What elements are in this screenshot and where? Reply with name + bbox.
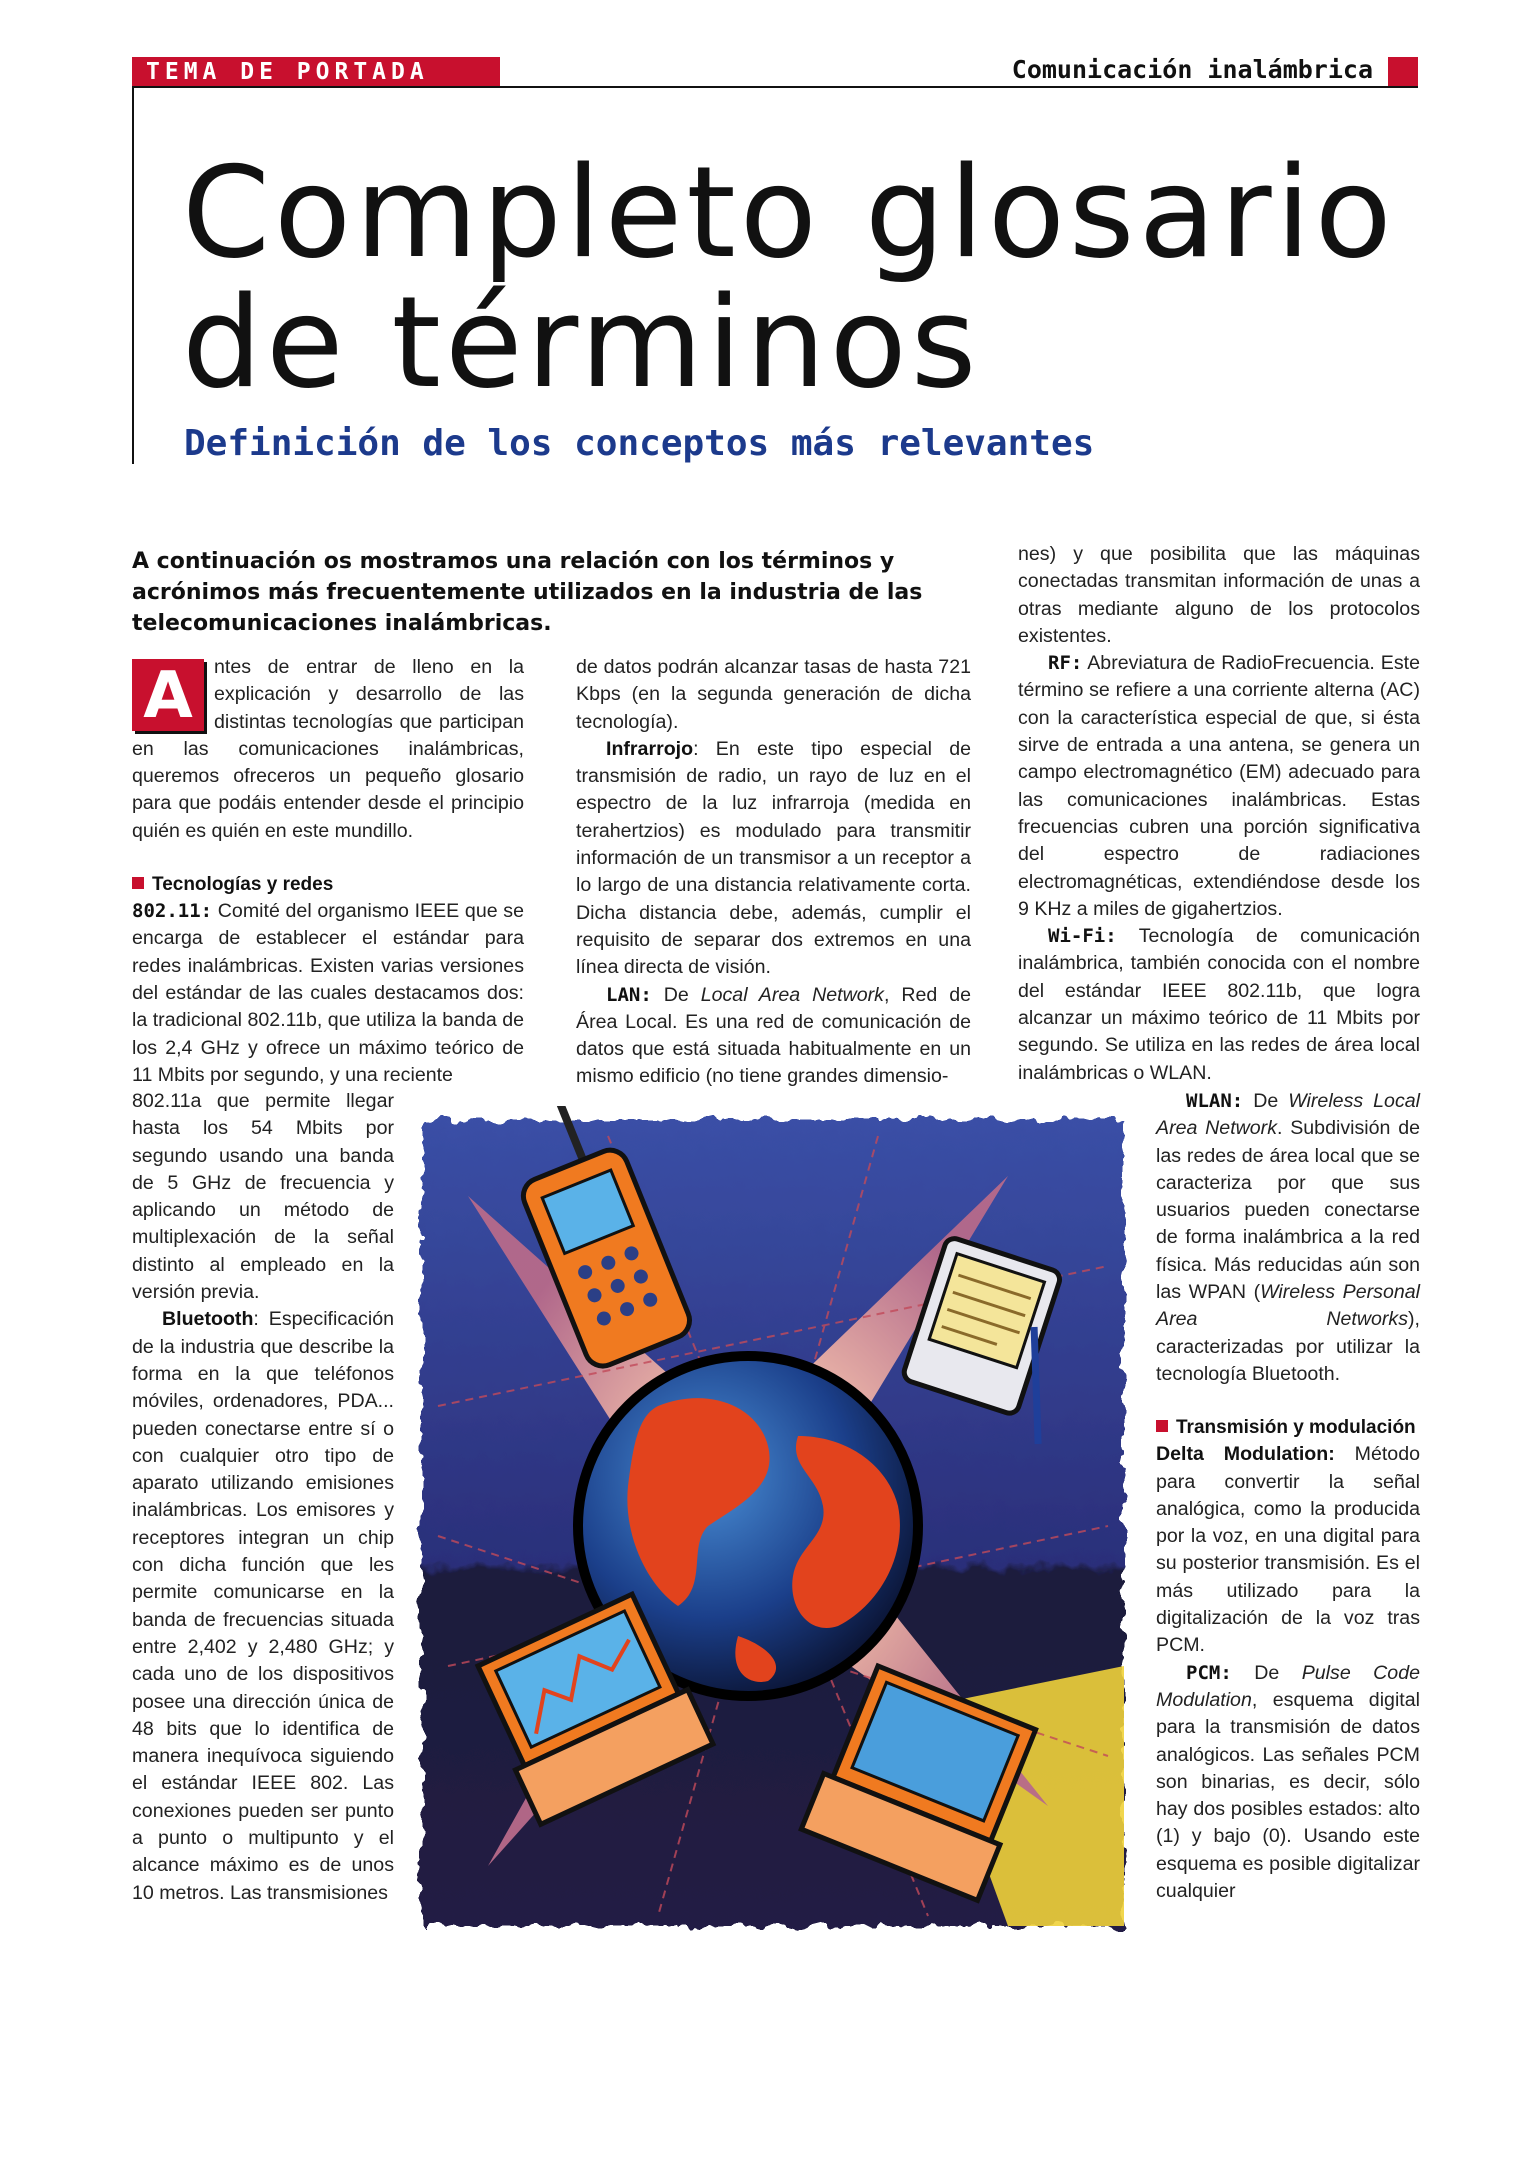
header-topic: Comunicación inalámbrica	[1011, 55, 1373, 84]
term-rf	[1018, 650, 1420, 923]
section-heading-transmission	[1156, 1414, 1420, 1441]
term-lan-continued: nes) y que posibilita que las máquinas conectadas transmitan información de unas a otras mediante alguno de los protocolos existentes.	[1018, 543, 1420, 647]
section-heading-tech-label: Tecnologías y redes	[152, 874, 334, 896]
term-80211	[132, 898, 524, 1089]
term-80211-label: 802.11:	[132, 900, 213, 923]
term-wifi-text: Tecnología de comunicación inalámbrica, también conocida con el nombre del estándar IEEE 802.11b, que logra alcanzar un máximo teórico de 11 Mbits por segundo. Se utiliza en las redes de área local inalámbricas o WLAN.	[1018, 925, 1420, 1084]
term-infrarrojo	[576, 736, 971, 982]
wireless-globe-illustration	[408, 1106, 1138, 1940]
term-lan-pre: De	[651, 983, 701, 1006]
term-delta-text: Método para convertir la señal analógica, como la producida por la voz, en una digital para su posterior transmisión. Es el más utilizado para la digitalización de la voz tras PCM.	[1156, 1443, 1420, 1657]
term-pcm-expansion: Pulse Code Modulation	[1156, 1661, 1420, 1711]
term-lan-expansion: Local Area Network	[700, 983, 884, 1006]
drop-cap: A	[132, 659, 204, 731]
section-heading-transmission-label: Transmisión y modulación	[1176, 1417, 1416, 1439]
section-heading-tech	[132, 871, 524, 898]
term-bluetooth-label: Bluetooth	[162, 1308, 254, 1331]
lead-paragraph: A continuación os mostramos una relación con los términos y acrónimos más frecuentemente utilizados en la industria de las telecomunicaciones inalámbricas.	[132, 549, 923, 636]
term-wlan	[1156, 1088, 1420, 1388]
header-rule	[132, 86, 1418, 88]
page-title	[182, 139, 1422, 416]
term-delta-label: Delta Modulation:	[1156, 1443, 1335, 1466]
intro-text: ntes de entrar de lleno en la explicación y desarrollo de las distintas tecnologías que participan en las comunicaciones inalámbricas, queremos ofreceros un pequeño glosario para que podáis entender desde el principio quién es quién en este mundillo.	[132, 656, 524, 842]
term-pcm-text: , esquema digital para la transmisión de datos analógicos. Las señales PCM son binarias, es decir, sólo hay dos posibles estados: alto (1) y bajo (0). Usando este esquema es posible digitalizar cualquier	[1156, 1688, 1420, 1903]
left-rule	[132, 86, 134, 464]
term-wlan-text-2: ), caracterizadas por utilizar la tecnología Bluetooth.	[1156, 1308, 1420, 1385]
term-rf-label: RF:	[1048, 652, 1083, 675]
column-1	[132, 654, 524, 1089]
term-delta	[1156, 1441, 1420, 1659]
term-wlan-expansion: Wireless Local Area Network	[1156, 1090, 1421, 1140]
term-lan-label: LAN:	[606, 983, 652, 1006]
red-square-icon	[132, 877, 144, 889]
term-wlan-label: WLAN:	[1186, 1090, 1244, 1112]
column-3-narrow	[1156, 1088, 1420, 1905]
term-lan	[576, 982, 971, 1091]
column-1-narrow	[132, 1088, 394, 1907]
term-bluetooth-text: : Especificación de la industria que describe la forma en la que teléfonos móviles, ordenadores, PDA... pueden conectarse entre sí o con cualquier otro tipo de aparato utilizando emisiones inalámbricas. Los emisores y receptores integran un chip con dicha función que les permite comunicarse en la banda de frecuencias situada entre 2,402 y 2,480 GHz; y cada uno de los dispositivos posee una dirección única de 48 bits que lo identifica de manera inequívoca siguiendo el estándar IEEE 802. Las conexiones pueden ser punto a punto o multipunto y el alcance máximo es de unos 10 metros. Las transmisiones	[132, 1308, 394, 1904]
term-pcm-pre: De	[1231, 1661, 1302, 1684]
term-bluetooth-continued: de datos podrán alcanzar tasas de hasta 721 Kbps (en la segunda generación de dicha tecnología).	[576, 656, 971, 733]
term-wlan-pre: De	[1243, 1090, 1289, 1112]
term-wifi	[1018, 923, 1420, 1087]
term-pcm-label: PCM:	[1186, 1661, 1232, 1684]
term-wlan-text: . Subdivisión de las redes de área local que se caracteriza por que sus usuarios pueden conectarse de forma inalámbrica a la red física. Más reducidas aún son las WPAN (	[1156, 1117, 1420, 1304]
title-line-2: de términos	[182, 269, 981, 416]
term-infrarrojo-text: : En este tipo especial de transmisión de radio, un rayo de luz en el espectro de la luz infrarroja (medida en terahertzios) es modulado para transmitir información de un transmisor a un receptor a lo largo de una distancia relativamente corta. Dicha distancia debe, además, cumplir el requisito de separar dos extremos en una línea directa de visión.	[576, 737, 971, 979]
term-bluetooth	[132, 1306, 394, 1907]
term-rf-text: Abreviatura de RadioFrecuencia. Este término se refiere a una corriente alterna (AC) con la característica especial de que, si ésta sirve de entrada a una antena, se genera un campo electromagnético (EM) adecuado para las comunicaciones inalámbricas. Estas frecuencias cubren una porción significativa del espectro de radiaciones electromagnéticas, extendiéndose desde los 9 KHz a miles de gigahertzios.	[1018, 652, 1420, 920]
term-pcm	[1156, 1660, 1420, 1906]
title-line-1: Completo glosario	[182, 139, 1396, 286]
term-lan-text: , Red de Área Local. Es una red de comunicación de datos que está situada habitualmente en un mismo edificio (no tiene grandes dimensio-	[576, 983, 972, 1088]
intro-paragraph	[132, 654, 524, 845]
column-3	[1018, 541, 1420, 1087]
term-wifi-label: Wi-Fi:	[1048, 925, 1117, 948]
red-square-icon	[1156, 1420, 1168, 1432]
section-tag: TEMA DE PORTADA	[132, 57, 500, 87]
page-subtitle: Definición de los conceptos más relevantes	[184, 423, 1095, 464]
term-infrarrojo-label: Infrarrojo	[606, 737, 694, 760]
term-wlan-expansion-2: Wireless Personal Area Networks	[1156, 1281, 1420, 1331]
term-80211-text-a: Comité del organismo IEEE que se encarga de establecer el estándar para redes inalámbricas. Existen varias versiones del estándar de las cuales destacamos dos: la tradicional 802.11b, que utiliza la banda de los 2,4 GHz y ofrece un máximo teórico de 11 Mbits por segundo, y una reciente	[132, 900, 524, 1086]
term-80211-continued: 802.11a que permite llegar hasta los 54 Mbits por segundo usando una banda de 5 GHz de frecuencia y aplicando un método de multiplexación de la señal distinto al empleado en la versión previa.	[132, 1090, 394, 1304]
column-2	[576, 654, 971, 1091]
topic-marker	[1388, 57, 1418, 87]
